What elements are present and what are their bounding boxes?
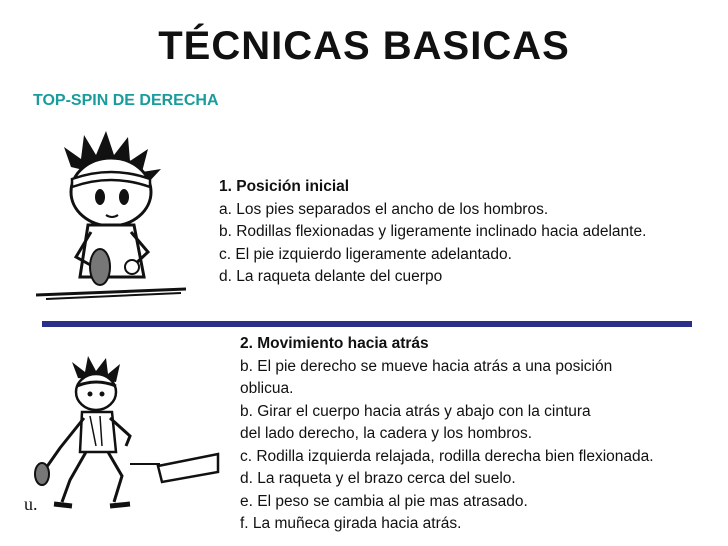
table-tennis-player-backswing-icon: [30, 356, 220, 516]
list-item: d. La raqueta y el brazo cerca del suelo.: [240, 470, 516, 487]
list-item: c. Rodilla izquierda relajada, rodilla derecha bien flexionada.: [240, 447, 654, 465]
list-item: f. La muñeca girada hacia atrás.: [240, 515, 462, 532]
section-heading: 1. Posición inicial: [219, 178, 350, 195]
list-item: b. Rodillas flexionadas y ligeramente inclinado hacia adelante.: [219, 223, 647, 240]
list-item: e. El peso se cambia al pie mas atrasado.: [240, 492, 528, 510]
figure-caption: u.: [24, 494, 38, 514]
list-item: del lado derecho, la cadera y los hombros.: [240, 425, 533, 442]
section-initial-position: [219, 176, 646, 289]
list-item: b. Girar el cuerpo hacia atrás y abajo con la cintura: [240, 402, 591, 420]
list-item: a. Los pies separados el ancho de los hombros.: [219, 200, 549, 218]
section-heading: 2. Movimiento hacia atrás: [240, 335, 429, 352]
page-subtitle: TOP-SPIN DE DERECHA: [33, 92, 219, 109]
section-divider: [42, 321, 692, 327]
section-backswing: [240, 333, 654, 536]
list-item: oblicua.: [240, 380, 294, 397]
list-item: c. El pie izquierdo ligeramente adelantado.: [219, 245, 512, 263]
page-title: TÉCNICAS BASICAS: [158, 24, 570, 68]
table-tennis-player-ready-icon: [36, 127, 186, 307]
list-item: b. El pie derecho se mueve hacia atrás a una posición: [240, 357, 613, 375]
list-item: d. La raqueta delante del cuerpo: [219, 268, 443, 285]
